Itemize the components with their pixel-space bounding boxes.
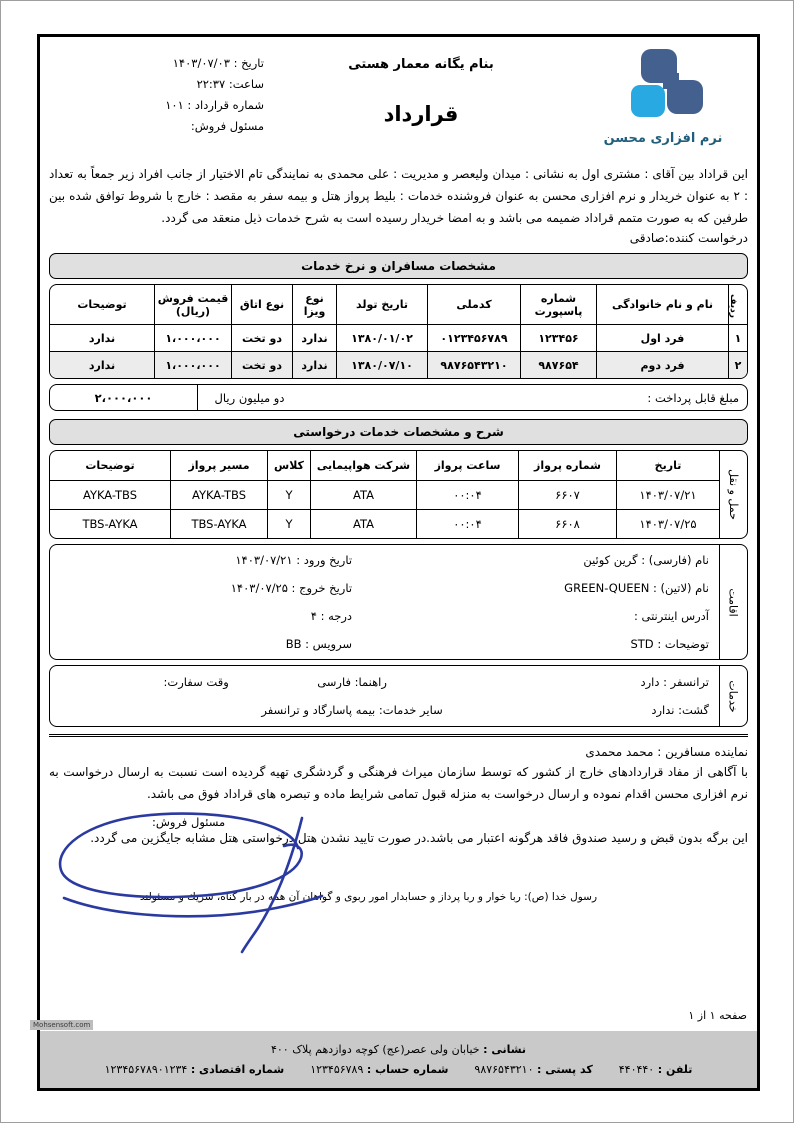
cell-fullname: فرد دوم — [597, 352, 729, 379]
cell-flight-notes: AYKA-TBS — [50, 481, 171, 510]
cell-flight-time: ۰۰:۰۴ — [417, 481, 519, 510]
col-airline: شرکت هواپیمایی — [311, 451, 417, 481]
cell-room-type: دو تخت — [232, 352, 293, 379]
col-flight-notes: توضیحات — [50, 451, 171, 481]
document-title: قرارداد — [383, 102, 459, 126]
cell-flight-date: ۱۴۰۳/۰۷/۲۵ — [617, 510, 720, 539]
hotel-service: سرویس : BB — [285, 637, 353, 651]
accommodation-box — [49, 544, 748, 660]
footer-economic-number — [105, 1063, 285, 1076]
col-class: کلاس — [268, 451, 311, 481]
cell-notes: ندارد — [50, 352, 155, 379]
economic-value: ۱۲۳۴۵۶۷۸۹۰۱۲۳۴ — [104, 1063, 188, 1076]
col-fullname: نام و نام خانوادگی — [597, 285, 729, 325]
cell-airline: ATA — [311, 481, 417, 510]
cell-national-id: ۰۱۲۳۴۵۶۷۸۹ — [428, 325, 521, 352]
col-flight-date: تاریخ — [617, 451, 720, 481]
col-notes: توضیحات — [50, 285, 155, 325]
cell-sale-price: ۱،۰۰۰،۰۰۰ — [155, 325, 232, 352]
services-body — [50, 666, 719, 726]
footer-phone — [619, 1063, 693, 1076]
hotel-grade: درجه : ۴ — [310, 609, 353, 623]
hotel-website: آدرس اینترنتی : — [633, 609, 709, 623]
watermark: Mohsensoft.com — [30, 1020, 93, 1030]
col-route: مسیر پرواز — [171, 451, 268, 481]
logo-text: نرم افزاری محسن — [603, 131, 723, 146]
cell-row-index: ۲ — [729, 352, 748, 379]
requester-line: درخواست کننده:صادقی — [629, 231, 748, 245]
col-flight-number: شماره پرواز — [519, 451, 617, 481]
postal-label: کد پستی : — [537, 1063, 593, 1076]
footer-postal-code — [474, 1063, 592, 1076]
header — [49, 47, 748, 151]
address-label: نشانی : — [483, 1043, 527, 1056]
hotel-name-latin: نام (لاتین) : GREEN-QUEEN — [564, 581, 709, 595]
header-meta — [49, 47, 264, 137]
passenger-row — [50, 352, 748, 379]
contract-sheet — [33, 34, 760, 1091]
address-value: خیابان ولی عصر(عج) کوچه دوازدهم پلاک ۴۰۰ — [270, 1043, 480, 1056]
cell-birthdate: ۱۳۸۰/۰۱/۰۲ — [337, 325, 428, 352]
footer-address-line — [271, 1043, 526, 1056]
cell-class: Y — [268, 481, 311, 510]
cell-room-type: دو تخت — [232, 325, 293, 352]
accommodation-vertical-label: اقامت — [719, 545, 747, 659]
flights-header-row — [50, 451, 720, 481]
passengers-table-box — [49, 284, 748, 379]
flight-row — [50, 510, 720, 539]
cell-flight-time: ۰۰:۰۴ — [417, 510, 519, 539]
col-passport: شماره پاسپورت — [521, 285, 597, 325]
transport-box — [49, 450, 748, 539]
cell-visa-type: ندارد — [293, 352, 337, 379]
hotel-notes: توضیحات : STD — [630, 637, 709, 651]
tour-status: گشت: ندارد — [651, 703, 709, 717]
cell-airline: ATA — [311, 510, 417, 539]
passengers-table — [49, 284, 748, 379]
transfer-status: ترانسفر : دارد — [640, 675, 709, 689]
footer-account-number — [310, 1063, 448, 1076]
cell-flight-number: ۶۶۰۷ — [519, 481, 617, 510]
sheet-content — [40, 37, 757, 903]
account-label: شماره حساب : — [366, 1063, 449, 1076]
bismillah-text: بنام یگانه معمار هستی — [348, 57, 494, 72]
mohsen-software-logo-icon — [611, 49, 715, 129]
cell-notes: ندارد — [50, 325, 155, 352]
cell-flight-number: ۶۶۰۸ — [519, 510, 617, 539]
accommodation-body — [50, 545, 719, 659]
arrival-date: تاریخ ورود : ۱۴۰۳/۰۷/۲۱ — [235, 553, 353, 567]
col-row: ردیف — [729, 285, 748, 325]
transport-body — [50, 451, 719, 538]
payable-amount-row — [49, 384, 748, 411]
transport-vertical-label: حمل و نقل — [719, 451, 747, 538]
cell-passport: ۹۸۷۶۵۴ — [521, 352, 597, 379]
phone-value: ۴۴۰۴۴۰ — [618, 1063, 655, 1076]
cell-passport: ۱۲۳۴۵۶ — [521, 325, 597, 352]
embassy-time: وقت سفارت: — [163, 675, 229, 689]
cell-route: AYKA-TBS — [171, 481, 268, 510]
col-birthdate: تاریخ تولد — [337, 285, 428, 325]
cell-sale-price: ۱،۰۰۰،۰۰۰ — [155, 352, 232, 379]
cell-row-index: ۱ — [729, 325, 748, 352]
hotel-name-fa: نام (فارسی) : گرین کوئین — [583, 553, 709, 567]
payable-label: مبلغ قابل پرداخت : — [647, 390, 739, 405]
contract-date: تاریخ : ۱۴۰۳/۰۷/۰۳ — [172, 56, 264, 70]
services-vertical-label: خدمات — [719, 666, 747, 726]
double-divider — [49, 734, 748, 737]
payable-amount: ۲،۰۰۰،۰۰۰ — [50, 385, 198, 410]
col-sale-price: قیمت فروش (ریال) — [155, 285, 232, 325]
signature-sales-label: مسئول فروش: — [152, 815, 226, 829]
flight-row — [50, 481, 720, 510]
col-visa-type: نوع ویزا — [293, 285, 337, 325]
cell-national-id: ۹۸۷۶۵۴۳۲۱۰ — [428, 352, 521, 379]
agreement-paragraph: با آگاهی از مفاد قراردادهای خارج از کشور که توسط سازمان میراث فرهنگی و گردشگری تهیه گردیده است نسبت به ارسال درخواست به نرم افزاری محسن اقدام نموده و ارسال درخواست به منزله قبول تمامی شرایط ماده و تبصره های قراداد فوق می باشد. — [49, 765, 748, 801]
passengers-header-row — [50, 285, 748, 325]
contract-time: ساعت: ۲۲:۳۷ — [196, 77, 264, 91]
intro-paragraph: این قراداد بین آقای : مشتری اول به نشانی : میدان ولیعصر و مدیریت : علی محمدی به نمایندگی تام الاختیار از جانب افراد زیر جمعاً به تعداد : ۲ به عنوان خریدار و نرم افزاری محسن به عنوان فروشنده خدمات : بلیط پرواز هتل و بیمه سفر به مقصد : خارج با شروط توافق شده بین طرفین که به صورت متمم قراداد ضمیمه می باشد و به امضا خریدار رسیده است به شرح خدمات ذیل منعقد می گردد. — [49, 167, 748, 225]
col-room-type: نوع اتاق — [232, 285, 293, 325]
col-flight-time: ساعت پرواز — [417, 451, 519, 481]
other-services: سایر خدمات: بیمه پاسارگاد و ترانسفر — [261, 703, 443, 717]
guide-status: راهنما: فارسی — [317, 675, 387, 689]
representative-line: نماینده مسافرین : محمد محمدی — [585, 745, 748, 759]
sales-person-label: مسئول فروش: — [190, 119, 264, 133]
contract-number: شماره قرارداد : ۱۰۱ — [165, 98, 264, 112]
requested-services-section-title: شرح و مشخصات خدمات درخواستی — [49, 419, 748, 445]
page-number: صفحه ۱ از ۱ — [688, 1009, 747, 1022]
cell-class: Y — [268, 510, 311, 539]
company-logo — [578, 47, 748, 146]
cell-flight-notes: TBS-AYKA — [50, 510, 171, 539]
cell-visa-type: ندارد — [293, 325, 337, 352]
footer-contact-line — [105, 1063, 693, 1076]
services-box — [49, 665, 748, 727]
cell-route: TBS-AYKA — [171, 510, 268, 539]
economic-label: شماره اقتصادی : — [190, 1063, 285, 1076]
account-value: ۱۲۳۴۵۶۷۸۹ — [310, 1063, 364, 1076]
validity-paragraph: این برگه بدون قبض و رسید صندوق فاقد هرگونه اعتبار می باشد.در صورت تایید نشدن هتل درخواستی هتل مشابه جایگزین می گردد. — [90, 831, 748, 845]
footer-bar — [40, 1031, 757, 1088]
header-center — [264, 47, 578, 126]
empty-cell — [60, 703, 229, 717]
phone-label: تلفن : — [657, 1063, 693, 1076]
col-national-id: کدملی — [428, 285, 521, 325]
payable-in-words: دو میلیون ریال — [214, 390, 285, 405]
cell-flight-date: ۱۴۰۳/۰۷/۲۱ — [617, 481, 720, 510]
passenger-row — [50, 325, 748, 352]
passengers-section-title: مشخصات مسافران و نرخ خدمات — [49, 253, 748, 279]
cell-birthdate: ۱۳۸۰/۰۷/۱۰ — [337, 352, 428, 379]
hadith-line: رسول خدا (ص): ربا خوار و ربا پرداز و حسابدار امور ربوی و گواهان آن همه در بار گناه، شریك و مسئولند — [139, 891, 598, 903]
postal-value: ۹۸۷۶۵۴۳۲۱۰ — [474, 1063, 534, 1076]
cell-fullname: فرد اول — [597, 325, 729, 352]
flights-table — [49, 450, 720, 539]
departure-date: تاریخ خروج : ۱۴۰۳/۰۷/۲۵ — [230, 581, 353, 595]
